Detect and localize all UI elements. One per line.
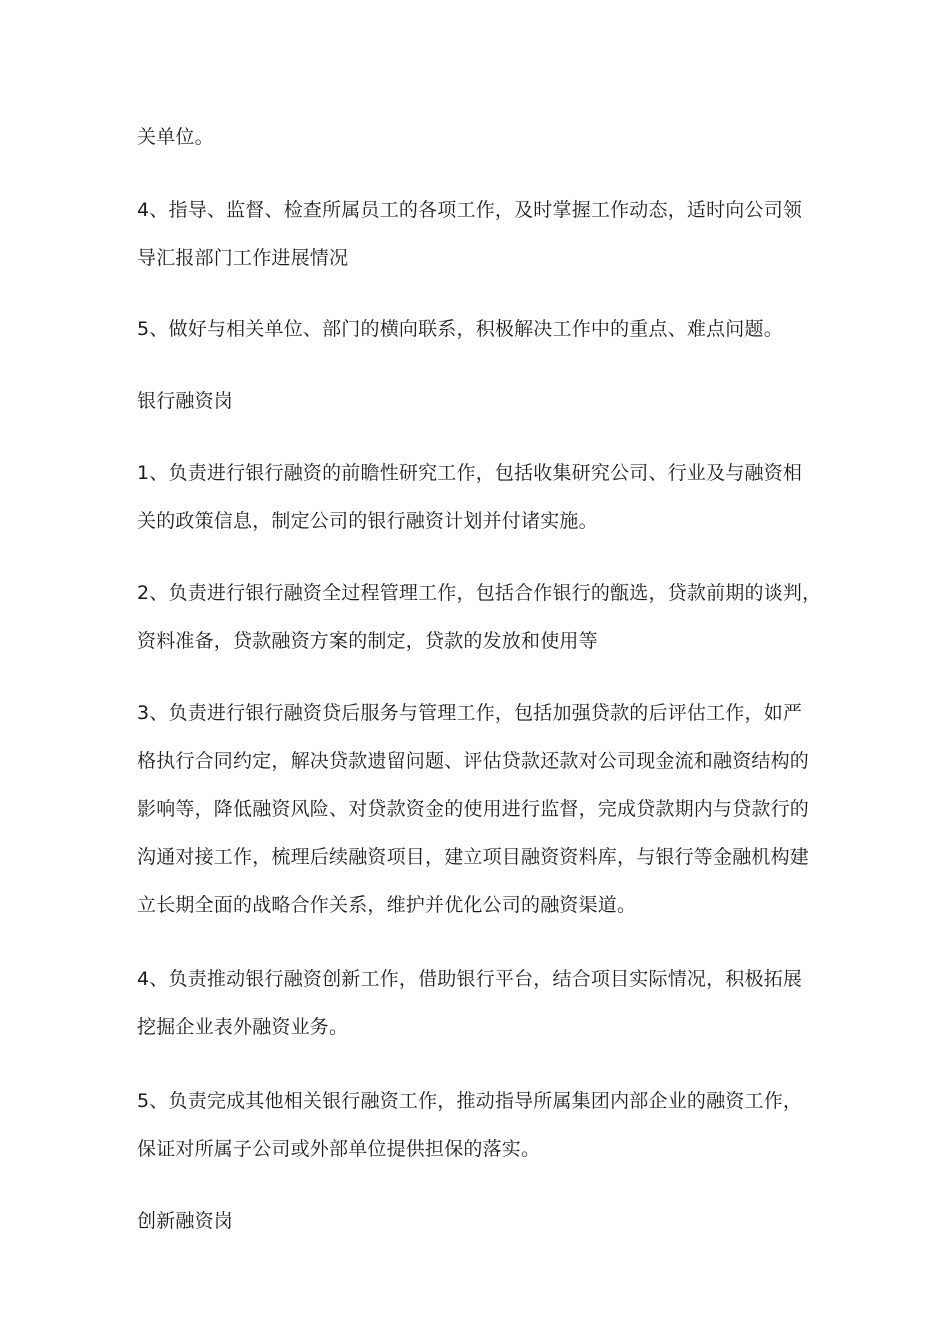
- text-line: 4、负责推动银行融资创新工作，借助银行平台，结合项目实际情况，积极拓展: [137, 968, 803, 990]
- section-heading-innovation-financing: [137, 1197, 817, 1245]
- paragraph-bank-1: [137, 449, 817, 545]
- text-line: 影响等，降低融资风险、对贷款资金的使用进行监督，完成贷款期内与贷款行的: [137, 798, 810, 820]
- text-line: 关单位。: [137, 126, 214, 148]
- heading-text: 创新融资岗: [137, 1210, 234, 1232]
- text-line: 2、负责进行银行融资全过程管理工作，包括合作银行的甑选，贷款前期的谈判，: [137, 582, 822, 604]
- paragraph-bank-2: [137, 569, 822, 665]
- text-line: 5、做好与相关单位、部门的横向联系，积极解决工作中的重点、难点问题。: [137, 318, 783, 340]
- text-line: 保证对所属子公司或外部单位提供担保的落实。: [137, 1138, 541, 1160]
- text-line: 格执行合同约定，解决贷款遗留问题、评估贷款还款对公司现金流和融资结构的: [137, 750, 810, 772]
- text-line: 资料准备，贷款融资方案的制定，贷款的发放和使用等: [137, 630, 598, 652]
- text-line: 5、负责完成其他相关银行融资工作，推动指导所属集团内部企业的融资工作，: [137, 1090, 803, 1112]
- text-line: 沟通对接工作，梳理后续融资项目，建立项目融资资料库，与银行等金融机构建: [137, 846, 810, 868]
- paragraph-item-5: [137, 305, 817, 353]
- section-heading-bank-financing: [137, 377, 817, 425]
- text-line: 挖掘企业表外融资业务。: [137, 1016, 349, 1038]
- text-line: 立长期全面的战略合作关系，维护并优化公司的融资渠道。: [137, 894, 637, 916]
- paragraph-intro: [137, 113, 817, 161]
- text-line: 导汇报部门工作进展情况: [137, 247, 349, 269]
- paragraph-bank-5: [137, 1077, 817, 1173]
- text-line: 4、指导、监督、检查所属员工的各项工作，及时掌握工作动态，适时向公司领: [137, 199, 803, 221]
- heading-text: 银行融资岗: [137, 390, 234, 412]
- text-line: 关的政策信息，制定公司的银行融资计划并付诸实施。: [137, 510, 598, 532]
- paragraph-bank-3: [137, 689, 817, 929]
- paragraph-bank-4: [137, 955, 817, 1051]
- paragraph-item-4: [137, 186, 817, 282]
- text-line: 3、负责进行银行融资贷后服务与管理工作，包括加强贷款的后评估工作，如严: [137, 702, 803, 724]
- text-line: 1、负责进行银行融资的前瞻性研究工作，包括收集研究公司、行业及与融资相: [137, 462, 803, 484]
